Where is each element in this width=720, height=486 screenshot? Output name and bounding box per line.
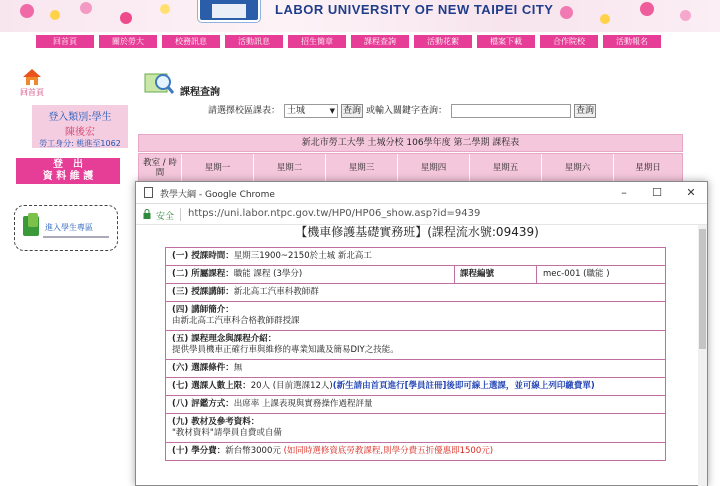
keyword-input[interactable]: [451, 104, 571, 118]
enrollment-label: (七) 選課人數上限：: [172, 381, 251, 391]
col-sat: 星期六: [542, 154, 614, 182]
row-instructor: [166, 284, 665, 302]
window-title: 教學大綱 - Google Chrome: [160, 190, 275, 200]
lock-icon: [143, 209, 151, 219]
divider: [180, 208, 181, 221]
campus-search-button[interactable]: 查詢: [342, 106, 361, 116]
col-thu: 星期四: [398, 154, 470, 182]
account-box: [16, 158, 120, 184]
fee-label: (十) 學分費：: [172, 446, 226, 456]
document-icon: [144, 187, 153, 198]
nav-home[interactable]: 回首頁: [36, 35, 94, 48]
nav-events[interactable]: 活動訊息: [225, 35, 283, 48]
school-logo-icon: [198, 0, 260, 22]
course-code-value: mec-001 (職能 ): [543, 269, 610, 279]
col-room-time: 教室 / 時間: [139, 154, 182, 182]
bio-value: 由新北高工汽車科合格教師群授課: [172, 316, 300, 326]
campus-select-value: 土城: [287, 106, 306, 116]
instructor-label: (三) 授課講師：: [172, 287, 234, 297]
materials-label: (九) 教材及參考資料：: [172, 417, 260, 427]
page-title: 課程查詢: [180, 87, 220, 98]
book-icon: [23, 216, 39, 236]
secure-label: 安全: [156, 212, 175, 222]
col-sun: 星期日: [635, 163, 661, 173]
logout-link[interactable]: 登 出: [53, 159, 83, 170]
nav-registration[interactable]: 活動報名: [603, 35, 661, 48]
syllabus-table: [165, 247, 666, 461]
row-enrollment: [166, 378, 665, 396]
evaluation-value: 出席率 上課表現與實務操作過程評量: [233, 399, 373, 409]
course-code-label: 課程編號: [460, 269, 495, 279]
nav-about[interactable]: 關於勞大: [99, 35, 157, 48]
nav-news[interactable]: 校務訊息: [162, 35, 220, 48]
query-row: [208, 103, 594, 119]
nav-course-query[interactable]: 課程查詢: [351, 35, 409, 48]
schedule-heading: 新北市勞工大學 土城分校 106學年度 第二學期 課程表: [138, 134, 683, 152]
nav-partners[interactable]: 合作院校: [540, 35, 598, 48]
row-evaluation: [166, 396, 665, 414]
login-id: 勞工身分: 桃進至1062: [39, 139, 121, 148]
address-bar[interactable]: [136, 204, 707, 225]
fee-value: 新台幣3000元: [225, 446, 281, 456]
fee-note: (如同時選修資底勞教課程,則學分費五折優惠即1500元): [283, 446, 494, 456]
instructor-value: 新北高工汽車科教師群: [233, 287, 319, 297]
course-query-icon: [143, 70, 175, 96]
login-name: 陳後宏: [65, 127, 95, 138]
time-label: (一) 授課時間：: [172, 251, 234, 261]
window-titlebar[interactable]: [136, 182, 707, 204]
url-text[interactable]: https://uni.labor.ntpc.gov.tw/HP0/HP06_show.asp?id=9439: [188, 208, 481, 219]
site-title: LABOR UNIVERSITY OF NEW TAIPEI CITY: [275, 2, 554, 17]
profile-maintenance-link[interactable]: 資 料 維 護: [42, 171, 94, 182]
nav-downloads[interactable]: 檔案下載: [477, 35, 535, 48]
intro-label: (五) 課程理念與課程介紹：: [172, 334, 277, 344]
row-fee: [166, 443, 665, 460]
syllabus-popup-window: [135, 181, 708, 486]
cell-divider: [536, 266, 537, 283]
col-mon: 星期一: [182, 154, 254, 182]
category-label: (二) 所屬課程：: [172, 269, 234, 279]
home-icon[interactable]: [22, 68, 42, 86]
home-link[interactable]: 回首頁: [20, 88, 44, 97]
minimize-icon[interactable]: –: [621, 186, 627, 199]
category-value: 職能 課程 (3學分): [233, 269, 303, 279]
col-fri: 星期五: [470, 154, 542, 182]
row-course-intro: [166, 331, 665, 360]
login-info-box: [32, 105, 128, 148]
cell-divider: [454, 266, 455, 283]
row-instructor-bio: [166, 302, 665, 331]
dropdown-arrow-icon: ▼: [329, 107, 335, 115]
row-category: [166, 266, 665, 284]
nav-gallery[interactable]: 活動花絮: [414, 35, 472, 48]
login-category: 登入類別:學生: [48, 112, 112, 123]
enrollment-value: 20人 (目前選課12人): [250, 381, 333, 391]
requirements-value: 無: [233, 363, 243, 373]
intro-value: 提供學員機車正確行車與維修的專業知識及簡易DIY之技能。: [172, 345, 399, 355]
keyword-prompt: 或輸入關鍵字查詢：: [366, 106, 448, 116]
student-area-underline: [43, 236, 109, 238]
row-requirements: [166, 360, 665, 378]
time-value: 星期三1900~2150於土城 新北高工: [233, 251, 372, 261]
campus-select[interactable]: [284, 104, 338, 118]
col-tue: 星期二: [254, 154, 326, 182]
row-time: [166, 248, 665, 266]
evaluation-label: (八) 評鑑方式：: [172, 399, 234, 409]
scrollbar-thumb[interactable]: [699, 229, 706, 349]
campus-prompt: 請選擇校區課表：: [208, 106, 281, 116]
student-area-button[interactable]: [14, 205, 118, 251]
keyword-search-button[interactable]: 查詢: [575, 106, 594, 116]
schedule-columns: [138, 153, 683, 183]
site-banner: [0, 0, 720, 32]
materials-value: "教材資料"請學員自費或自備: [172, 428, 282, 438]
syllabus-content: [136, 225, 698, 486]
requirements-label: (六) 選課條件：: [172, 363, 234, 373]
scrollbar[interactable]: [698, 225, 707, 486]
enrollment-note: (新生請由首頁進行[學員註冊]後即可線上選課，並可線上列印繳費單): [332, 381, 595, 391]
maximize-icon[interactable]: ☐: [652, 186, 662, 199]
row-materials: [166, 414, 665, 443]
close-icon[interactable]: ✕: [686, 186, 696, 199]
course-title: 【機車修護基礎實務班】(課程流水號:09439): [295, 225, 539, 239]
col-wed: 星期三: [326, 154, 398, 182]
nav-admission[interactable]: 招生簡章: [288, 35, 346, 48]
student-area-label: 進入學生專區: [45, 223, 93, 232]
bio-label: (四) 講師簡介：: [172, 305, 234, 315]
